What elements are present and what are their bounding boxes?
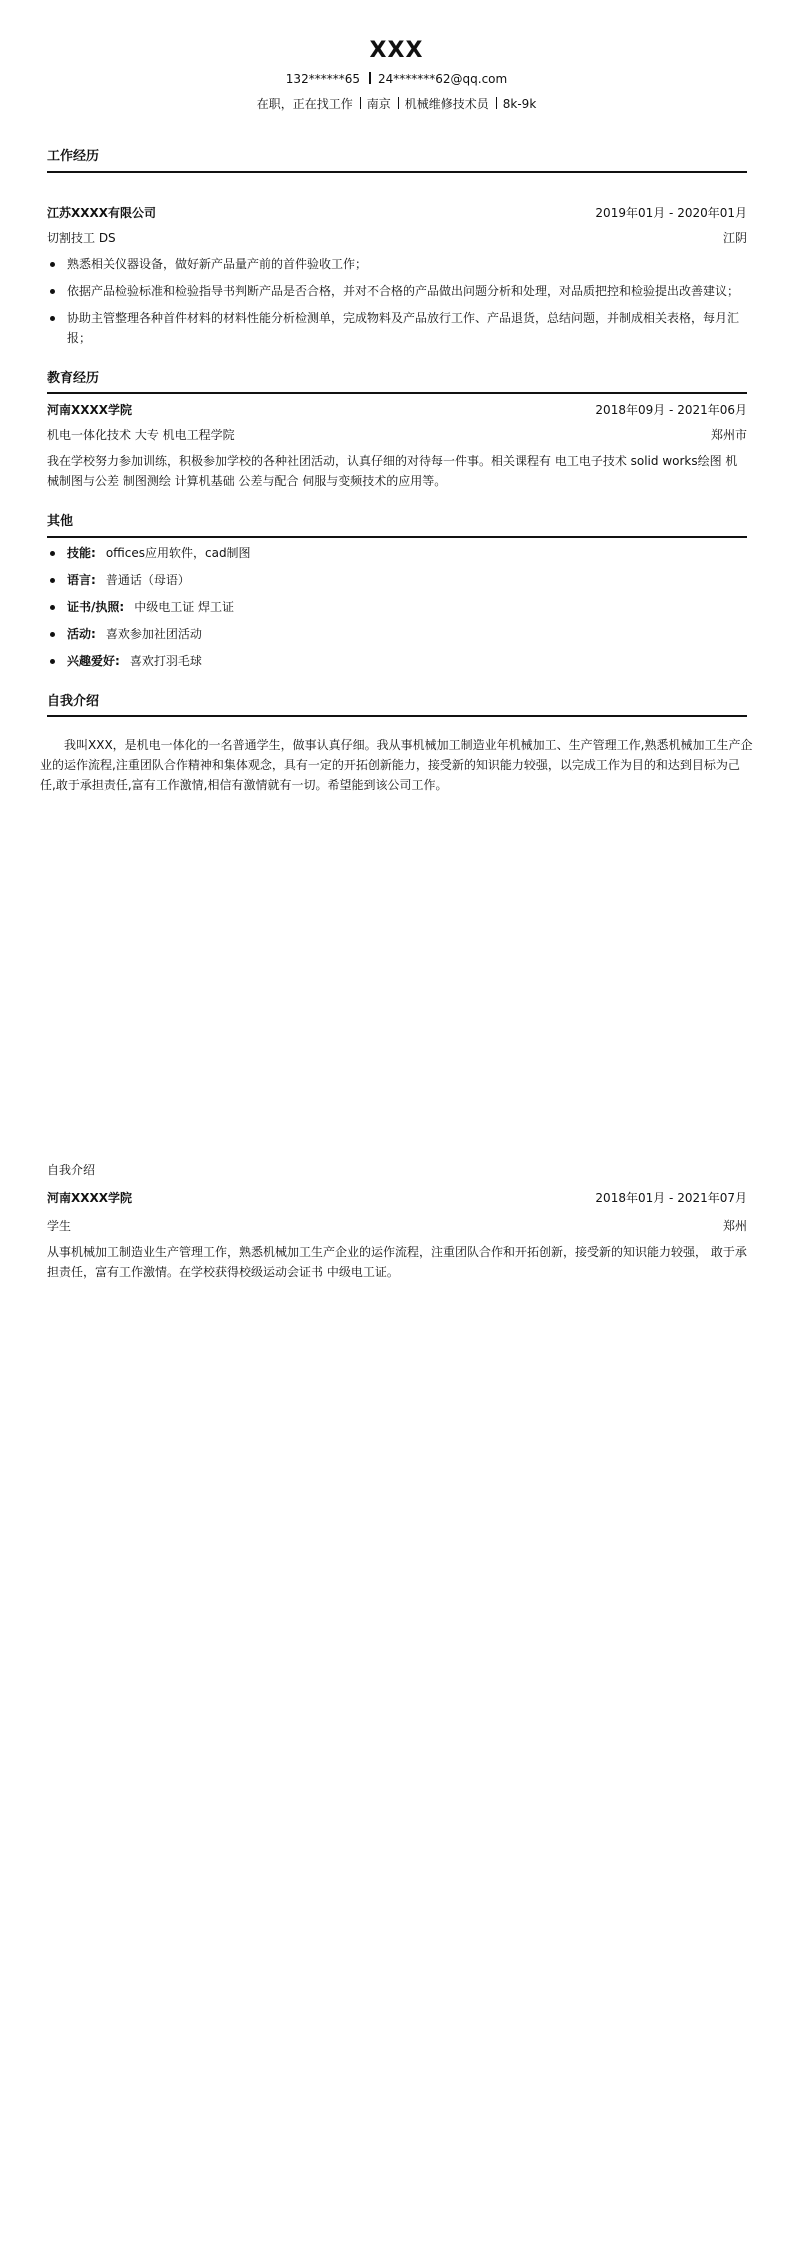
list-item: 熟悉相关仪器设备，做好新产品量产前的首件验收工作；: [47, 254, 747, 274]
list-item: [47, 624, 747, 644]
section-divider: [47, 171, 747, 173]
list-item: [47, 543, 747, 563]
item-value: 喜欢参加社团活动: [105, 627, 202, 641]
candidate-name: XXX: [369, 38, 424, 63]
item-label: 技能:: [67, 546, 96, 560]
target-city: 南京: [366, 97, 391, 111]
bullet-icon: [50, 316, 55, 321]
divider: [496, 97, 497, 109]
education-location: 郑州市: [710, 428, 747, 442]
item-value: 中级电工证 焊工证: [134, 600, 235, 614]
item-label: 语言:: [67, 573, 96, 587]
section-title-education: 教育经历: [47, 371, 100, 386]
list-item: [47, 597, 747, 617]
extra-location: 郑州: [722, 1219, 747, 1233]
bullet-icon: [50, 578, 55, 583]
bullet-icon: [50, 605, 55, 610]
extra-date-range: 2018年01月 - 2021年07月: [595, 1191, 747, 1205]
contact-line: [0, 72, 793, 86]
bullet-icon: [50, 262, 55, 267]
item-value: 喜欢打羽毛球: [129, 654, 202, 668]
work-location: 江阴: [722, 231, 747, 245]
item-label: 证书/执照:: [67, 600, 125, 614]
item-value: offices应用软件，cad制图: [105, 546, 251, 560]
job-title: 切割技工 DS: [47, 231, 116, 245]
list-item: [47, 651, 747, 671]
extra-role: 学生: [47, 1219, 72, 1233]
email-address: 24*******62@qq.com: [377, 72, 508, 86]
education-description: 我在学校努力参加训练，积极参加学校的各种社团活动，认真仔细的对待每一件事。相关课程有 电工电子技术 solid works绘图 机械制图与公差 制图测绘 计算机基础 公差与配合 伺服与变频技术的应用等。: [47, 454, 738, 488]
section-title-intro: 自我介绍: [47, 694, 100, 709]
bullet-icon: [50, 289, 55, 294]
section-divider: [47, 536, 747, 538]
target-position: 机械维修技术员: [404, 97, 489, 111]
section-divider: [47, 715, 747, 717]
section-divider: [47, 392, 747, 394]
item-label: 兴趣爱好:: [67, 654, 120, 668]
section-title-work: 工作经历: [47, 149, 100, 164]
divider: [398, 97, 399, 109]
phone-number: 132******65: [285, 72, 360, 86]
bullet-icon: [50, 551, 55, 556]
extra-description: 从事机械加工制造业生产管理工作，熟悉机械加工生产企业的运作流程，注重团队合作和开拓创新，接受新的知识能力较强， 敢于承担责任，富有工作激情。在学校获得校级运动会证书 中级电工证。: [47, 1245, 747, 1279]
company-name: 江苏XXXX有限公司: [47, 206, 157, 220]
divider: [369, 72, 371, 84]
job-status: 在职，正在找工作: [256, 97, 353, 111]
extra-school-name: 河南XXXX学院: [47, 1191, 133, 1205]
expected-salary: 8k-9k: [502, 97, 537, 111]
list-item: [47, 570, 747, 590]
bullet-icon: [50, 659, 55, 664]
section-title-other: 其他: [47, 514, 74, 529]
extra-section-title: 自我介绍: [47, 1163, 96, 1177]
job-intent-line: [0, 95, 793, 112]
education-date-range: 2018年09月 - 2021年06月: [595, 403, 747, 417]
divider: [360, 97, 361, 109]
list-item: 依据产品检验标准和检验指导书判断产品是否合格，并对不合格的产品做出问题分析和处理，对品质把控和检验提出改善建议；: [47, 281, 747, 301]
school-name: 河南XXXX学院: [47, 403, 133, 417]
work-date-range: 2019年01月 - 2020年01月: [595, 206, 747, 220]
item-label: 活动:: [67, 627, 96, 641]
major-degree: 机电一体化技术 大专 机电工程学院: [47, 428, 235, 442]
item-value: 普通话（母语）: [105, 573, 190, 587]
intro-text: 我叫XXX，是机电一体化的一名普通学生，做事认真仔细。我从事机械加工制造业年机械加工、生产管理工作,熟悉机械加工生产企业的运作流程,注重团队合作精神和集体观念，具有一定的开拓创新能力，接受新的知识能力较强，以完成工作为目的和达到目标为己任,敢于承担责任,富有工作激情,相信有激情就有一切。希望能到该公司工作。: [40, 738, 753, 792]
list-item: 协助主管整理各种首件材料的材料性能分析检测单，完成物料及产品放行工作、产品退货，总结问题，并制成相关表格，每月汇报；: [47, 308, 747, 348]
bullet-icon: [50, 632, 55, 637]
